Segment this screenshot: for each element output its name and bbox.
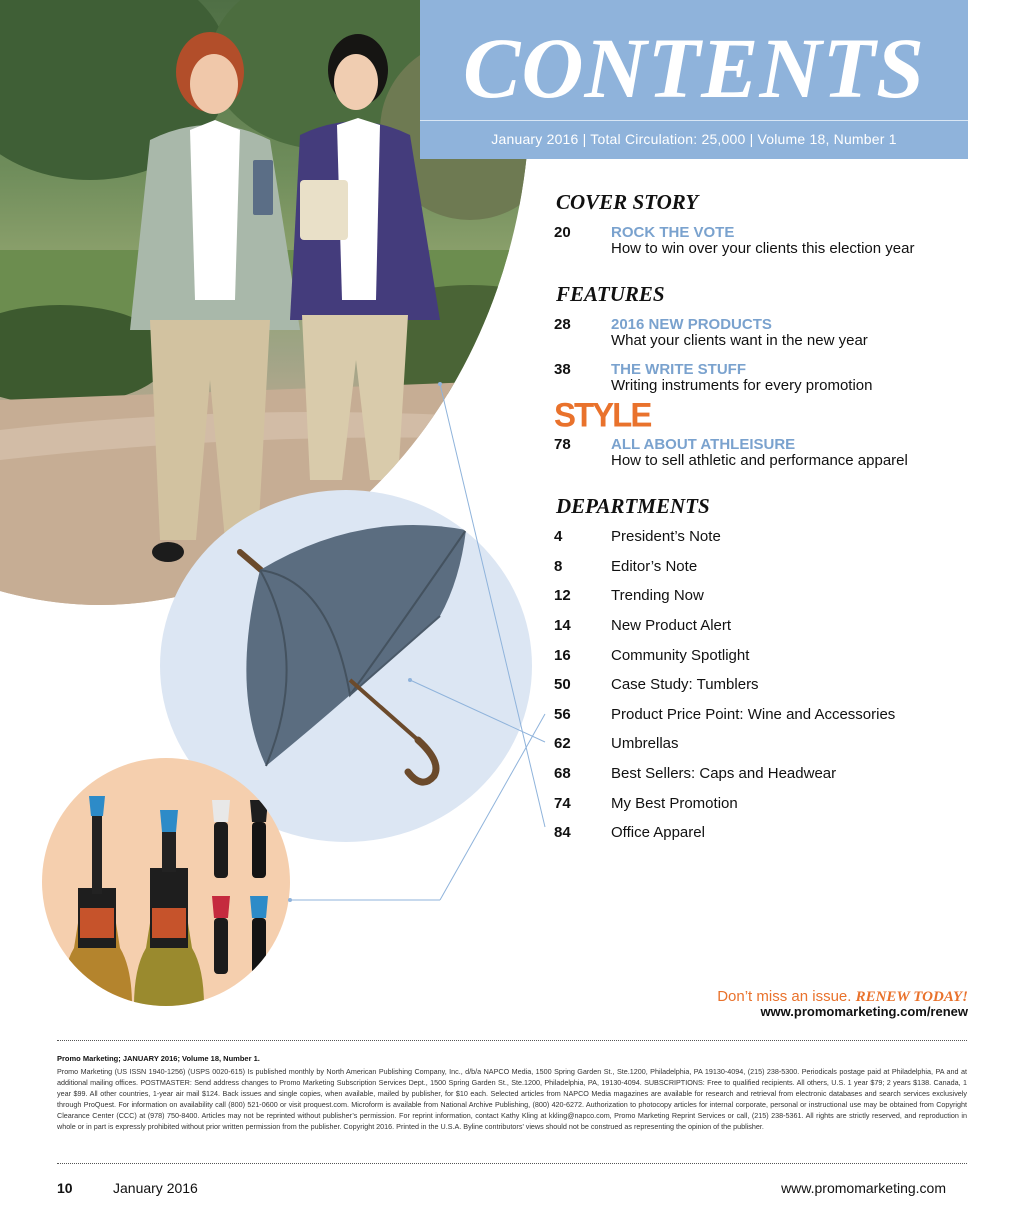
department-name: Umbrellas [611,735,679,752]
page-number: 62 [554,735,571,752]
department-name: New Product Alert [611,617,732,634]
issue-info: January 2016 | Total Circulation: 25,000 | Volume 18, Number 1 [491,131,897,147]
article-title: ROCK THE VOTE [611,224,735,241]
page-number: 14 [554,617,571,634]
department-item[interactable] [554,528,974,548]
article-description: How to sell athletic and performance apparel [611,452,908,469]
page-number: 74 [554,795,571,812]
page-number: 38 [554,361,571,378]
article-title: THE WRITE STUFF [611,361,746,378]
section-heading-cover-story: COVER STORY [556,190,699,214]
department-name: My Best Promotion [611,795,738,812]
page-number: 4 [554,528,563,545]
legal-bottom-divider [57,1163,967,1164]
renew-link[interactable]: www.promomarketing.com/renew [760,1004,968,1019]
article-description: How to win over your clients this election year [611,240,915,257]
department-name: President’s Note [611,528,721,545]
legal-text: Promo Marketing (US ISSN 1940-1256) (USPS 0020-615) Is published monthly by North American Publishing Company, Inc., d/b/a NAPCO Media, 1500 Spring Garden St., Ste.1200, Philadelphia, PA 19130-4094, (215) 238-5300. Periodicals postage paid at Philadelphia, PA and at additional mailing offices. POSTMASTER: Send address changes to Promo Marketing Subscription Services Dept., 1500 Spring Garden St., Ste.1200, Philadelphia, PA, 19130-4094. SUBSCRIPTIONS: Free to qualified recipients. All others, U.S. 1 year $79; 2 years $138. Canada, 1 year $99. All other countries, 1-year air mail $124. Back issues and single copies, when available, mailed by publisher, for $10 each. Selected articles from NAPCO Media magazines are available for research and retrieval from electronic databases and search services exclusively through ProQuest. For information on availability call (800) 521-0600 or visit proquest.com. Microform is available from National Archive Publishing, (800) 420-6272. Authorization to photocopy articles for internal corporate, personal or instructional use may be obtained from Copyright Clearance Center (CCC) at (978) 750-8400. Articles may not be reprinted without publisher’s permission. For reprint information, contact Kathy Kling at kkling@napco.com, Promo Marketing Reprint Services or call, (215) 238-5361. All rights are strictly reserved, and reproduction in whole or in part is expressly prohibited without prior written permission from the publisher. Copyright 2016. Printed in the U.S.A. Byline contributors’ views should not be construed as representing the opinion of the publisher. [57,1067,967,1131]
department-item[interactable] [554,676,974,696]
department-name: Case Study: Tumblers [611,676,759,693]
section-heading-features: FEATURES [556,282,665,306]
department-item[interactable] [554,617,974,637]
department-name: Best Sellers: Caps and Headwear [611,765,837,782]
style-section-logo: STYLE [554,395,651,434]
department-name: Trending Now [611,587,704,604]
page-number: 16 [554,647,571,664]
section-heading-departments: DEPARTMENTS [556,494,710,518]
page-number: 56 [554,706,571,723]
footer-url[interactable]: www.promomarketing.com [781,1180,946,1196]
department-item[interactable] [554,765,974,785]
page-number: 78 [554,436,571,453]
department-item[interactable] [554,706,974,726]
footer-date: January 2016 [113,1180,198,1196]
renew-cta[interactable]: RENEW TODAY! [855,989,968,1005]
department-item[interactable] [554,735,974,755]
legal-top-divider [57,1040,967,1041]
department-item[interactable] [554,647,974,667]
page-number: 84 [554,824,571,841]
article-description: What your clients want in the new year [611,332,868,349]
legal-heading: Promo Marketing; JANUARY 2016; Volume 18, Number 1. [57,1054,260,1063]
page-number: 20 [554,224,571,241]
page-number: 12 [554,587,571,604]
department-name: Product Price Point: Wine and Accessories [611,706,896,723]
page-number: 28 [554,316,571,333]
article-title: ALL ABOUT ATHLEISURE [611,436,796,453]
page-number: 8 [554,558,563,575]
page-number-footer: 10 [57,1180,73,1196]
department-item[interactable] [554,824,974,844]
page-number: 50 [554,676,571,693]
department-item[interactable] [554,558,974,578]
department-name: Office Apparel [611,824,705,841]
department-name: Editor’s Note [611,558,698,575]
renew-prefix: Don’t miss an issue. [717,988,852,1005]
article-description: Writing instruments for every promotion [611,377,873,394]
department-item[interactable] [554,795,974,815]
page-title: CONTENTS [463,20,925,116]
department-item[interactable] [554,587,974,607]
article-title: 2016 NEW PRODUCTS [611,316,772,333]
department-name: Community Spotlight [611,647,750,664]
page-number: 68 [554,765,571,782]
